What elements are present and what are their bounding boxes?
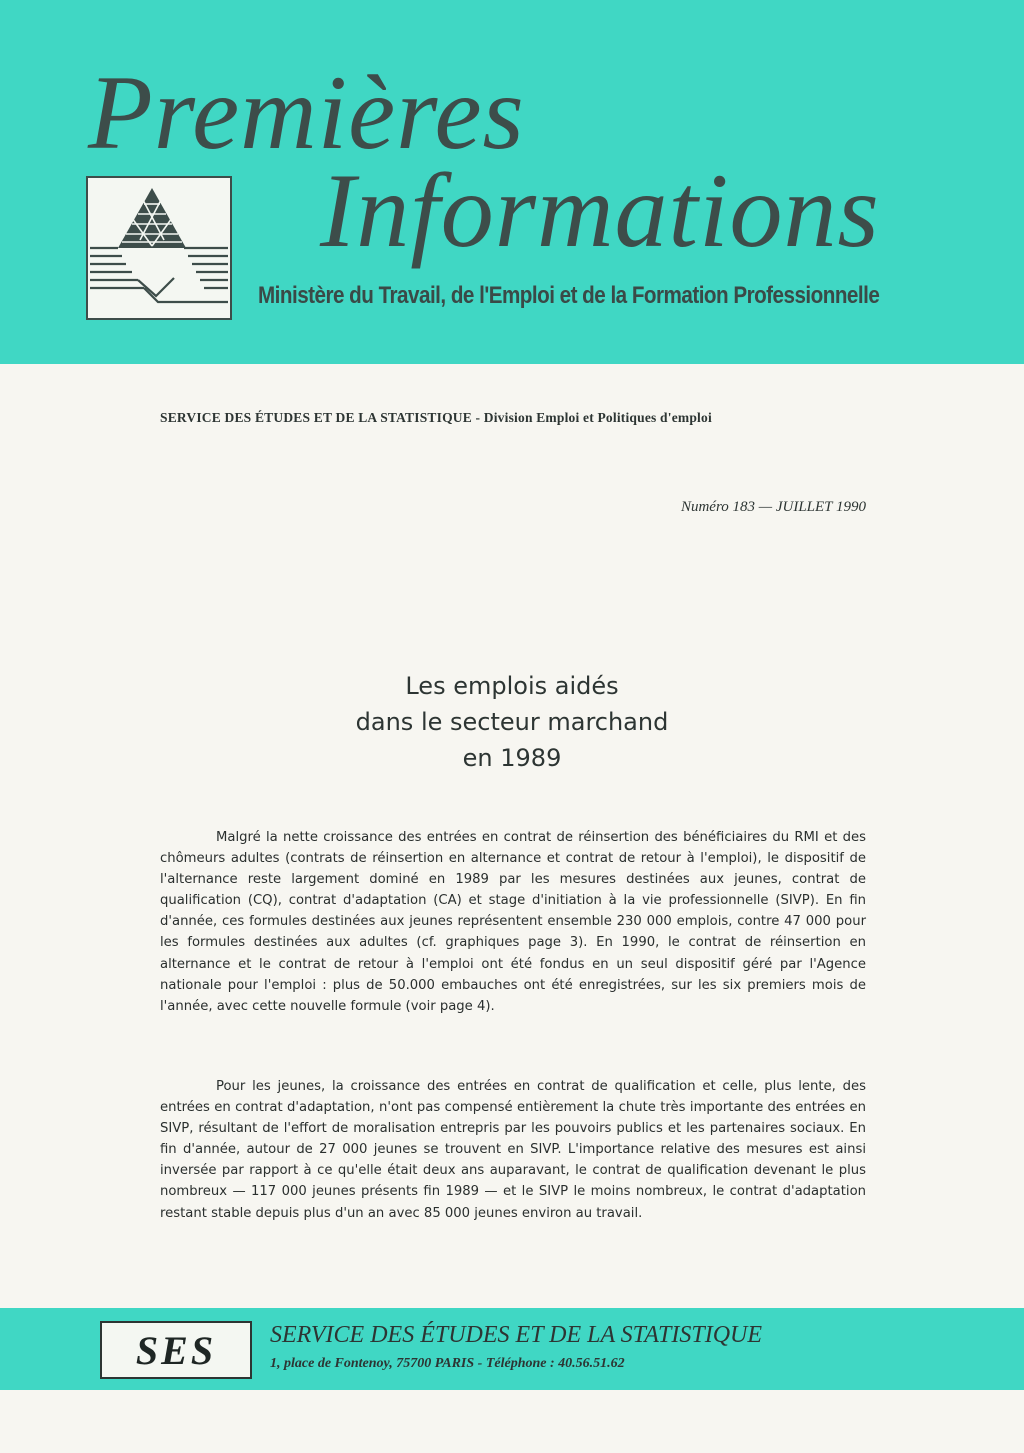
article-title-line-2: dans le secteur marchand (355, 708, 669, 736)
article-title (300, 668, 724, 776)
masthead-title: Premières (88, 54, 525, 171)
service-division: SERVICE DES ÉTUDES ET DE LA STATISTIQUE - Division Emploi et Politiques d'emploi (160, 410, 712, 425)
footer-address: 1, place de Fontenoy, 75700 PARIS - Téléphone : 40.56.51.62 (270, 1356, 625, 1371)
pyramid-logo-icon (88, 178, 230, 318)
masthead-subtitle: Informations (320, 152, 880, 269)
issue-number: Numéro 183 — JUILLET 1990 (680, 499, 866, 515)
footer-service-name: SERVICE DES ÉTUDES ET DE LA STATISTIQUE (270, 1322, 763, 1348)
ministry-name: Ministère du Travail, de l'Emploi et de la Formation Professionnelle (258, 282, 880, 309)
ses-logo-text: SES (135, 1327, 217, 1373)
ses-logo (100, 1321, 252, 1379)
body-paragraph-1: Malgré la nette croissance des entrées en contrat de réinsertion des bénéficiaires du RMI et des chômeurs adultes (contrats de réinsertion en alternance et contrat de retour à l'emploi), le dispositif de l'alternance reste largement dominé en 1989 par les mesures destinées aux jeunes, contrat de qualification (CQ), contrat d'adaptation (CA) et stage d'initiation à la vie professionnelle (SIVP). En fin d'année, ces formules destinées aux jeunes représentent ensemble 230 000 emplois, contre 47 000 pour les formules destinées aux adultes (cf. graphiques page 3). En 1990, le contrat de réinsertion en alternance et le contrat de retour à l'emploi ont été fondus en un seul dispositif géré par l'Agence nationale pour l'emploi : plus de 50.000 embauches ont été enregistrées, sur les six premiers mois de l'année, avec cette nouvelle formule (voir page 4). (160, 830, 866, 1014)
article-title-line-3: en 1989 (462, 744, 562, 772)
body-paragraph-2: Pour les jeunes, la croissance des entrées en contrat de qualification et celle, plus lente, des entrées en contrat d'adaptation, n'ont pas compensé entièrement la chute très importante des entrées en SIVP, résultant de l'effort de moralisation entrepris par les pouvoirs publics et les partenaires sociaux. En fin d'année, autour de 27 000 jeunes se trouvent en SIVP. L'importance relative des mesures est ainsi inversée par rapport à ce qu'elle était deux ans auparavant, le contrat de qualification devenant le plus nombreux — 117 000 jeunes présents fin 1989 — et le SIVP le moins nombreux, le contrat d'adaptation restant stable depuis plus d'un an avec 85 000 jeunes environ au travail. (160, 1079, 866, 1221)
article-title-line-1: Les emplois aidés (405, 672, 619, 700)
ministry-logo (86, 176, 232, 320)
